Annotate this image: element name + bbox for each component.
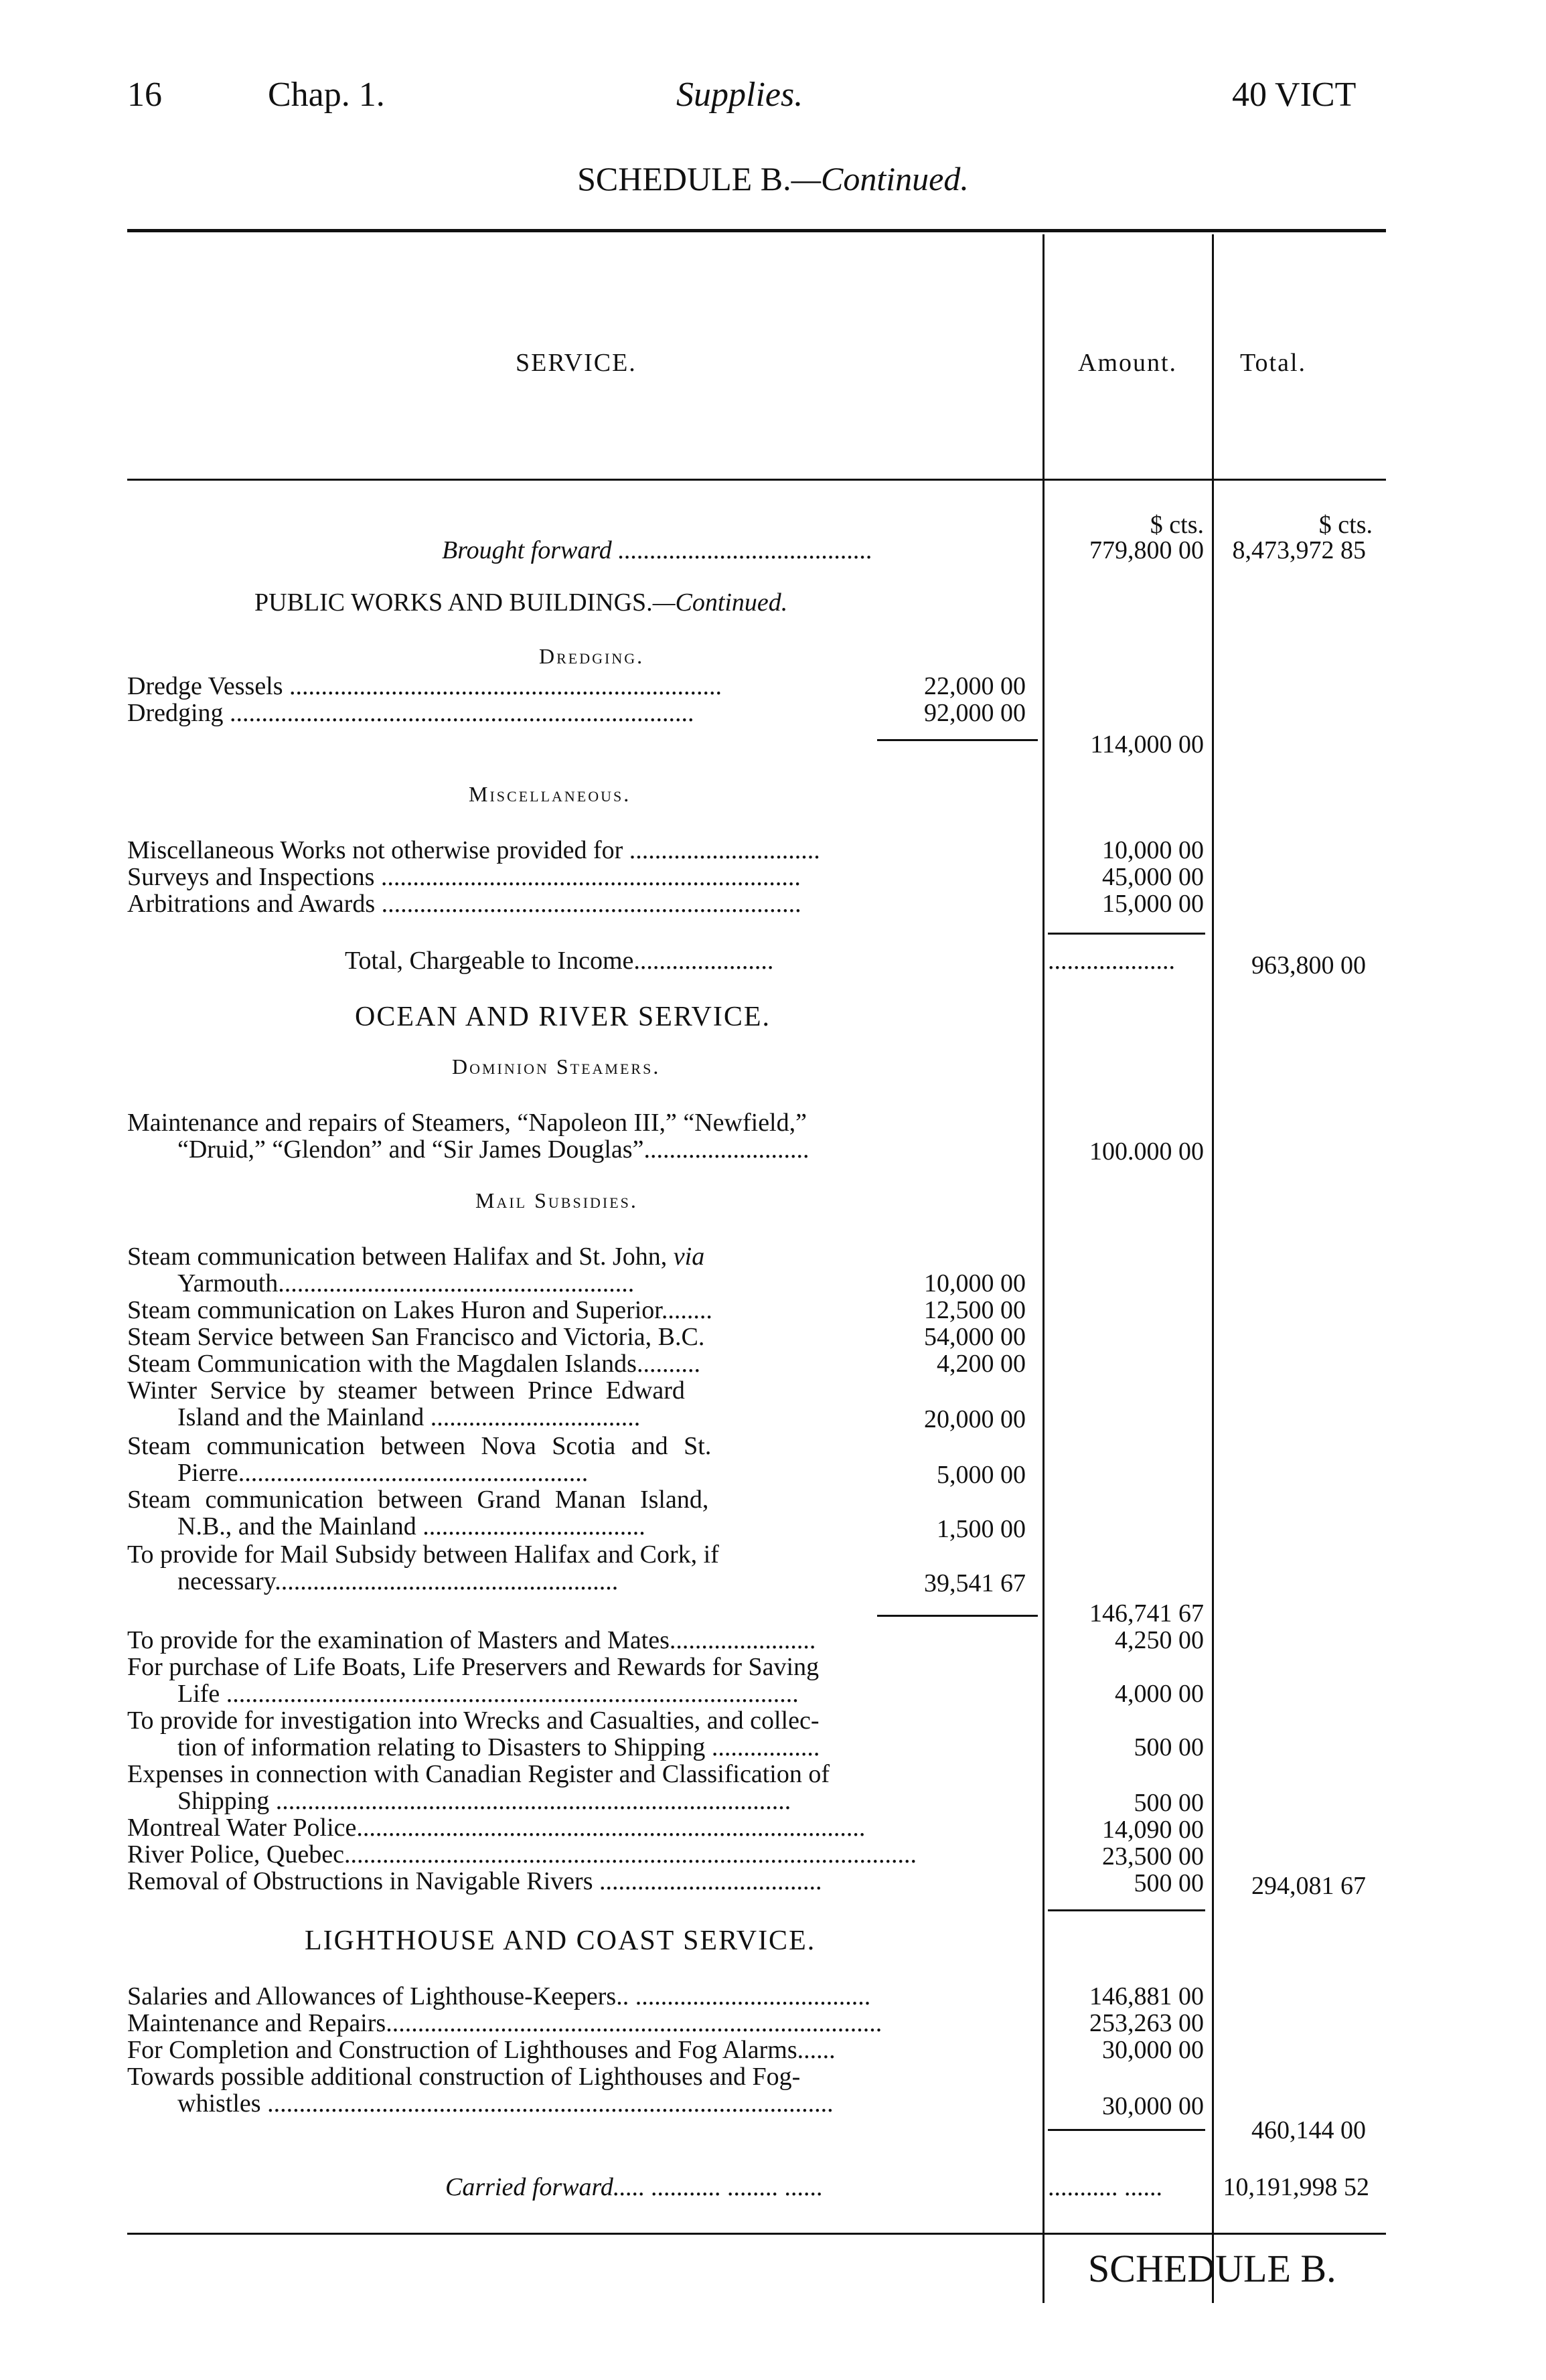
lighthouse-item-1-amount: 146,881 00 (1089, 1982, 1204, 2010)
total-chargeable-label: Total, Chargeable to Income...................... (345, 947, 774, 975)
surveys-text: Surveys and Inspections (127, 863, 375, 891)
other-item-2-line-1: For purchase of Life Boats, Life Preservers and Rewards for Saving (127, 1653, 820, 1681)
lighthouse-item-2-text: Maintenance and Repairs (127, 2009, 386, 2037)
table-bottom-rule (127, 2233, 1386, 2235)
other-item-3-line-2: tion of information relating to Disasters to Shipping ................. (177, 1733, 820, 1761)
lighthouse-heading: LIGHTHOUSE AND COAST SERVICE. (305, 1925, 816, 1956)
other-item-1-amount: 4,250 00 (1115, 1626, 1204, 1654)
table-top-rule (127, 229, 1386, 232)
schedule-title (0, 159, 1546, 198)
mail-item-6-line-2-text: Pierre (177, 1459, 238, 1487)
mail-item-5-line-2-text: Island and the Mainland (177, 1403, 424, 1431)
misc-subtotal-rule (1048, 933, 1205, 935)
public-works-total: 963,800 00 (1251, 951, 1366, 979)
mail-item-5-amount: 20,000 00 (924, 1405, 1026, 1433)
lighthouse-item-3-amount: 30,000 00 (1102, 2036, 1204, 2064)
dredge-vessels-label: Dredge Vessels .................................................................... (127, 672, 722, 700)
dredging-text: Dredging (127, 699, 224, 727)
carried-forward-dots: ........... ...... (1048, 2173, 1162, 2201)
mail-item-5-line-2: Island and the Mainland ................................. (177, 1403, 641, 1431)
schedule-title-main: SCHEDULE B. (577, 160, 791, 197)
mail-item-1-line-2-text: Yarmouth (177, 1269, 279, 1297)
brought-forward-amount: 779,800 00 (1089, 536, 1204, 564)
other-item-6: River Police, Quebec.......................................................................................... (127, 1840, 917, 1869)
total-chargeable-text: Total, Chargeable to Income (345, 947, 634, 975)
dredging-subtotal: 114,000 00 (1090, 730, 1204, 759)
mail-item-8-line-2: necessary...................................................... (177, 1567, 619, 1595)
column-head-amount: Amount. (1078, 349, 1178, 377)
other-item-7: Removal of Obstructions in Navigable Rivers ................................... (127, 1867, 822, 1895)
other-item-1-text: To provide for the examination of Masters and Mates (127, 1626, 670, 1654)
mail-item-8-amount: 39,541 67 (924, 1569, 1026, 1597)
lighthouse-item-4-line-1: Towards possible additional construction of Lighthouses and Fog- (127, 2063, 801, 2091)
other-item-7-text: Removal of Obstructions in Navigable Rivers (127, 1867, 593, 1895)
surveys-label: Surveys and Inspections .................................................................. (127, 863, 801, 891)
other-item-6-text: River Police, Quebec (127, 1840, 344, 1869)
steamers-line-1: Maintenance and repairs of Steamers, “Napoleon III,” “Newfield,” (127, 1109, 807, 1137)
mail-item-2-amount: 12,500 00 (924, 1296, 1026, 1324)
mail-item-6-line-2: Pierre....................................................... (177, 1459, 589, 1487)
catchword: SCHEDULE B. (1088, 2247, 1336, 2290)
mail-item-1-amount: 10,000 00 (924, 1269, 1026, 1297)
lighthouse-item-4-line-2-text: whistles (177, 2089, 261, 2118)
mail-subtotal-rule (877, 1615, 1038, 1617)
mail-subsidies-heading: Mail Subsidies. (475, 1188, 638, 1212)
mail-item-4-text: Steam Communication with the Magdalen Islands (127, 1350, 637, 1378)
total-currency-label: $ cts. (1318, 511, 1373, 539)
other-item-1: To provide for the examination of Masters and Mates....................... (127, 1626, 816, 1654)
header-bottom-rule (127, 479, 1386, 481)
public-works-heading (254, 588, 787, 617)
other-item-2-line-2-text: Life (177, 1680, 220, 1708)
column-head-service: SERVICE. (516, 349, 637, 377)
other-item-4-line-2: Shipping ................................................................................. (177, 1787, 791, 1815)
dominion-steamers-heading: Dominion Steamers. (452, 1054, 661, 1079)
column-head-total: Total. (1240, 349, 1307, 377)
mail-item-8-line-1: To provide for Mail Subsidy between Halifax and Cork, if (127, 1540, 719, 1569)
dredging-amount: 92,000 00 (924, 699, 1026, 727)
lighthouse-total: 460,144 00 (1251, 2116, 1366, 2144)
dredge-vessels-amount: 22,000 00 (924, 672, 1026, 700)
regnal-year: 40 VICT (1232, 76, 1357, 114)
other-item-3-line-2-text: tion of information relating to Disasters to Shipping (177, 1733, 706, 1761)
dredging-heading: Dredging. (539, 644, 645, 668)
mail-item-7-line-2-text: N.B., and the Mainland (177, 1512, 416, 1540)
public-works-heading-cont: —Continued. (652, 588, 788, 617)
brought-forward-label: Brought forward ........................................ (442, 536, 873, 564)
other-item-5-amount: 14,090 00 (1102, 1816, 1204, 1844)
misc-works-label: Miscellaneous Works not otherwise provided for .............................. (127, 836, 820, 864)
arbitrations-text: Arbitrations and Awards (127, 890, 376, 918)
other-item-4-amount: 500 00 (1134, 1789, 1204, 1817)
surveys-amount: 45,000 00 (1102, 863, 1204, 891)
dredging-subtotal-rule (877, 739, 1038, 741)
steamers-line-2: “Druid,” “Glendon” and “Sir James Douglas”.......................... (177, 1135, 809, 1164)
carried-forward-text: Carried forward (445, 2173, 613, 2201)
carried-forward-label: Carried forward..... ........... ........ ...... (445, 2173, 824, 2201)
lighthouse-item-4-amount: 30,000 00 (1102, 2092, 1204, 2120)
section-title: Supplies. (676, 76, 803, 114)
ocean-river-heading: OCEAN AND RIVER SERVICE. (355, 1002, 771, 1032)
ocean-river-total-rule (1048, 1909, 1205, 1911)
other-item-3-amount: 500 00 (1134, 1733, 1204, 1761)
brought-forward-text: Brought forward (442, 536, 612, 564)
mail-item-4-amount: 4,200 00 (937, 1350, 1026, 1378)
total-chargeable-dots: .................... (1048, 947, 1175, 975)
mail-item-8-line-2-text: necessary (177, 1567, 275, 1595)
mail-item-1-line-2: Yarmouth........................................................ (177, 1269, 635, 1297)
mail-item-2-line-1: Steam communication on Lakes Huron and Superior........ (127, 1296, 712, 1324)
carried-forward-total: 10,191,998 52 (1223, 2173, 1369, 2201)
lighthouse-item-1-text: Salaries and Allowances of Lighthouse-Keepers (127, 1982, 617, 2010)
steamers-amount: 100.000 00 (1089, 1137, 1204, 1166)
column-divider-amount (1042, 234, 1045, 2303)
dredge-vessels-text: Dredge Vessels (127, 672, 283, 700)
lighthouse-item-3-text: For Completion and Construction of Lighthouses and Fog Alarms (127, 2036, 797, 2064)
lighthouse-item-4-line-2: whistles ......................................................................................... (177, 2089, 834, 2118)
amount-currency-label: $ cts. (1150, 511, 1204, 539)
other-item-4-line-1: Expenses in connection with Canadian Register and Classification of (127, 1760, 830, 1788)
ocean-river-total: 294,081 67 (1251, 1872, 1366, 1900)
arbitrations-label: Arbitrations and Awards .................................................................. (127, 890, 801, 918)
mail-subtotal: 146,741 67 (1089, 1599, 1204, 1628)
mail-item-7-line-2: N.B., and the Mainland ................................... (177, 1512, 645, 1540)
other-item-7-amount: 500 00 (1134, 1869, 1204, 1897)
misc-works-text: Miscellaneous Works not otherwise provided for (127, 836, 623, 864)
mail-item-5-line-1: Winter Service by steamer between Prince Edward (127, 1376, 685, 1405)
lighthouse-item-2: Maintenance and Repairs.............................................................................. (127, 2009, 882, 2037)
page-number: 16 (127, 76, 162, 114)
other-item-2-amount: 4,000 00 (1115, 1680, 1204, 1708)
lighthouse-item-2-amount: 253,263 00 (1089, 2009, 1204, 2037)
mail-item-3-line-1: Steam Service between San Francisco and Victoria, B.C. (127, 1323, 705, 1351)
dredging-label: Dredging ......................................................................... (127, 699, 694, 727)
mail-item-7-line-1: Steam communication between Grand Manan Island, (127, 1486, 709, 1514)
other-item-2-line-2: Life .......................................................................................... (177, 1680, 799, 1708)
misc-works-amount: 10,000 00 (1102, 836, 1204, 864)
misc-heading: Miscellaneous. (469, 782, 631, 806)
brought-forward-total: 8,473,972 85 (1232, 536, 1366, 564)
mail-item-4-line-1: Steam Communication with the Magdalen Islands.......... (127, 1350, 700, 1378)
mail-item-3-amount: 54,000 00 (924, 1323, 1026, 1351)
other-item-5: Montreal Water Police................................................................................ (127, 1814, 866, 1842)
mail-item-1-line-1: Steam communication between Halifax and St. John, via (127, 1243, 705, 1271)
mail-item-7-amount: 1,500 00 (937, 1515, 1026, 1543)
other-item-6-amount: 23,500 00 (1102, 1842, 1204, 1871)
column-divider-total (1212, 234, 1214, 2303)
schedule-title-cont: —Continued. (791, 160, 969, 197)
mail-item-2-text: Steam communication on Lakes Huron and Superior (127, 1296, 662, 1324)
other-item-4-line-2-text: Shipping (177, 1787, 270, 1815)
other-item-5-text: Montreal Water Police (127, 1814, 357, 1842)
mail-item-6-amount: 5,000 00 (937, 1461, 1026, 1489)
chapter-label: Chap. 1. (268, 76, 385, 114)
steamers-line-2-text: “Druid,” “Glendon” and “Sir James Douglas” (177, 1135, 644, 1164)
lighthouse-item-3: For Completion and Construction of Lighthouses and Fog Alarms...... (127, 2036, 836, 2064)
lighthouse-subtotal-rule (1048, 2129, 1205, 2131)
other-item-3-line-1: To provide for investigation into Wrecks and Casualties, and collec- (127, 1707, 820, 1735)
public-works-heading-text: PUBLIC WORKS AND BUILDINGS. (254, 588, 653, 617)
mail-item-6-line-1: Steam communication between Nova Scotia and St. (127, 1432, 712, 1460)
lighthouse-item-1: Salaries and Allowances of Lighthouse-Keepers.. ..................................... (127, 1982, 871, 2010)
arbitrations-amount: 15,000 00 (1102, 890, 1204, 918)
